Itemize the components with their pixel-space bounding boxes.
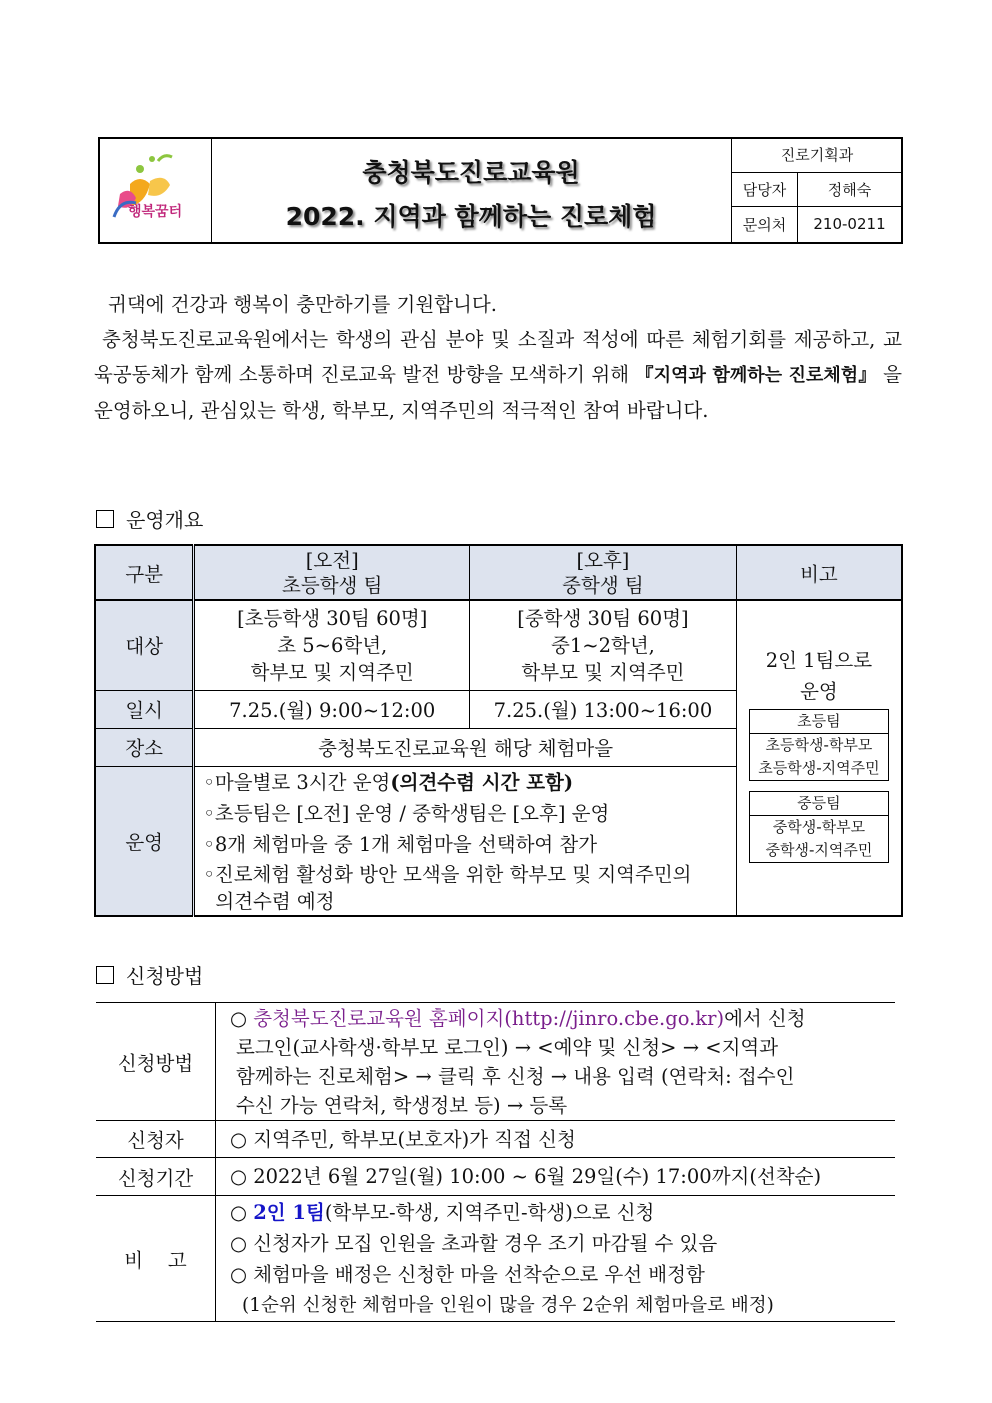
contact-value: 210-0211 — [813, 215, 886, 233]
target-pm — [470, 600, 737, 690]
method-line-1-suffix: 에서 신청 — [724, 1006, 806, 1030]
ops-line-3: ◦8개 체험마을 중 1개 체험마을 선택하여 참가 — [203, 832, 598, 856]
intro-p2-b: 을 운영하오니, 관심있는 학생, 학부모, 지역주민의 적극적인 참여 바랍니다. — [94, 363, 902, 422]
table-row-remarks — [96, 1196, 895, 1322]
checkbox-square-icon — [96, 966, 114, 984]
intro-p2-bold: 『지역과 함께하는 진로체험』 — [635, 365, 877, 386]
ops-line-4: ◦진로체험 활성화 방안 모색을 위한 학부모 및 지역주민의 — [203, 862, 692, 886]
head-pm-b: 중학생 팀 — [562, 573, 644, 597]
ops-line-1 — [203, 767, 727, 798]
applicant-label: 신청자 — [96, 1121, 216, 1158]
remarks-line-1 — [230, 1197, 895, 1228]
head-am-a: [오전] — [305, 548, 359, 572]
table-row-period — [96, 1158, 895, 1196]
period-label: 신청기간 — [96, 1158, 216, 1196]
head-pm-a: [오후] — [576, 548, 630, 572]
period-value: ○ 2022년 6월 27일(월) 10:00 ~ 6월 29일(수) 17:00까지(선착순) — [216, 1158, 896, 1196]
ops-line-5: 의견수렴 예정 — [215, 889, 335, 913]
remarks-line-2: ○ 신청자가 모집 인원을 초과할 경우 조기 마감될 수 있음 — [230, 1231, 718, 1255]
target-pm-2: 중1~2학년, — [551, 633, 655, 657]
method-line-2: 로그인(교사학생·학부모 로그인) → <예약 및 신청> → <지역과 — [236, 1035, 779, 1059]
method-line-1 — [230, 1004, 895, 1033]
method-value — [216, 1003, 896, 1121]
intro-p1: 귀댁에 건강과 행복이 충만하기를 기원합니다. — [108, 293, 497, 316]
place-value: 충청북도진로교육원 해당 체험마을 — [194, 728, 736, 766]
target-pm-3: 학부모 및 지역주민 — [521, 660, 685, 684]
apply-table — [96, 1002, 895, 1322]
checkbox-square-icon — [96, 510, 114, 528]
remarks-line-1-suffix: (학부모-학생, 지역주민-학생)으로 신청 — [324, 1200, 655, 1224]
ops-line-1-a: ◦마을별로 3시간 운영 — [203, 770, 391, 794]
logo-icon — [100, 139, 211, 242]
ops-label: 운영 — [95, 766, 194, 916]
place-label: 장소 — [95, 728, 194, 766]
head-am-b: 초등학생 팀 — [282, 573, 383, 597]
method-label: 신청방법 — [96, 1003, 216, 1121]
date-am: 7.25.(월) 9:00~12:00 — [194, 690, 470, 728]
target-pm-1: [중학생 30팀 60명] — [517, 606, 689, 630]
head-category: 구분 — [95, 545, 194, 600]
ops-line-2: ◦초등팀은 [오전] 운영 / 중학생팀은 [오후] 운영 — [203, 801, 610, 825]
target-am-3: 학부모 및 지역주민 — [250, 660, 414, 684]
intro-p2 — [94, 322, 902, 428]
intro-text — [94, 287, 902, 428]
elem-team-box — [749, 709, 889, 781]
head-am — [194, 545, 470, 600]
remarks-bullet: ○ — [230, 1200, 254, 1224]
note-main-b: 운영 — [800, 680, 838, 703]
method-line-3: 함께하는 진로체험> → 클릭 후 신청 → 내용 입력 (연락처: 접수인 — [236, 1064, 795, 1088]
contact-info — [731, 139, 902, 242]
manager-row — [732, 172, 902, 207]
contact-label: 문의처 — [732, 206, 798, 242]
section-overview-title — [96, 504, 203, 533]
remarks-line-4: (1순위 신청한 체험마을 인원이 많을 경우 2순위 체험마을로 배정) — [242, 1294, 774, 1316]
section-apply-title — [96, 960, 203, 989]
date-pm: 7.25.(월) 13:00~16:00 — [470, 690, 737, 728]
intro-p2-a: 충청북도진로교육원에서는 학생의 관심 분야 및 소질과 적성에 따른 체험기회를 제공하고, 교육공동체가 함께 소통하며 진로교육 발전 방향을 모색하기 위해 — [94, 328, 902, 386]
target-label: 대상 — [95, 600, 194, 690]
remarks-line-3: ○ 체험마을 배정은 신청한 마을 선착순으로 우선 배정함 — [230, 1262, 705, 1286]
mid-team-item-2: 중학생-지역주민 — [765, 841, 873, 859]
target-am-2: 초 5~6학년, — [277, 633, 388, 657]
target-am — [194, 600, 470, 690]
elem-team-item-1: 초등학생-학부모 — [765, 736, 873, 754]
org-title: 충청북도진로교육원 — [362, 158, 580, 187]
table-row-target — [95, 600, 902, 690]
contact-row — [732, 206, 902, 242]
logo — [100, 139, 212, 242]
note-main-a: 2인 1팀으로 — [765, 649, 873, 672]
overview-table — [94, 544, 903, 917]
remarks-highlight: 2인 1팀 — [253, 1200, 325, 1224]
section-overview-label: 운영개요 — [126, 508, 204, 532]
applicant-value: ○ 지역주민, 학부모(보호자)가 직접 신청 — [216, 1121, 896, 1158]
manager-label: 담당자 — [732, 172, 798, 206]
remarks-label: 비 고 — [96, 1196, 216, 1322]
document-header — [98, 137, 903, 244]
dept: 진로기획과 — [732, 139, 902, 173]
homepage-link[interactable]: 충청북도진로교육원 홈페이지(http://jinro.cbe.go.kr) — [253, 1006, 725, 1030]
elem-team-item-2: 초등학생-지역주민 — [758, 759, 880, 777]
remarks-value — [216, 1196, 896, 1322]
date-label: 일시 — [95, 690, 194, 728]
method-line-4: 수신 가능 연락처, 학생정보 등) → 등록 — [236, 1093, 568, 1117]
manager-value: 정해숙 — [827, 180, 872, 199]
note-cell — [736, 600, 902, 916]
header-titles — [211, 139, 731, 242]
table-row-method — [96, 1003, 895, 1121]
head-note: 비고 — [736, 545, 902, 600]
ops-value — [194, 766, 736, 916]
logo-text: 행복꿈터 — [128, 204, 183, 220]
section-apply-label: 신청방법 — [126, 964, 204, 988]
target-am-1: [초등학생 30팀 60명] — [237, 606, 428, 630]
method-bullet: ○ — [230, 1006, 254, 1030]
mid-team-box — [749, 791, 889, 863]
mid-team-title: 중등팀 — [750, 792, 888, 816]
page-title: 2022. 지역과 함께하는 진로체험 — [285, 202, 657, 231]
table-row-applicant — [96, 1121, 895, 1158]
head-pm — [470, 545, 737, 600]
table-header-row — [95, 545, 902, 600]
mid-team-item-1: 중학생-학부모 — [772, 818, 866, 836]
ops-line-1-bold: (의견수렴 시간 포함) — [390, 770, 574, 794]
elem-team-title: 초등팀 — [750, 710, 888, 734]
